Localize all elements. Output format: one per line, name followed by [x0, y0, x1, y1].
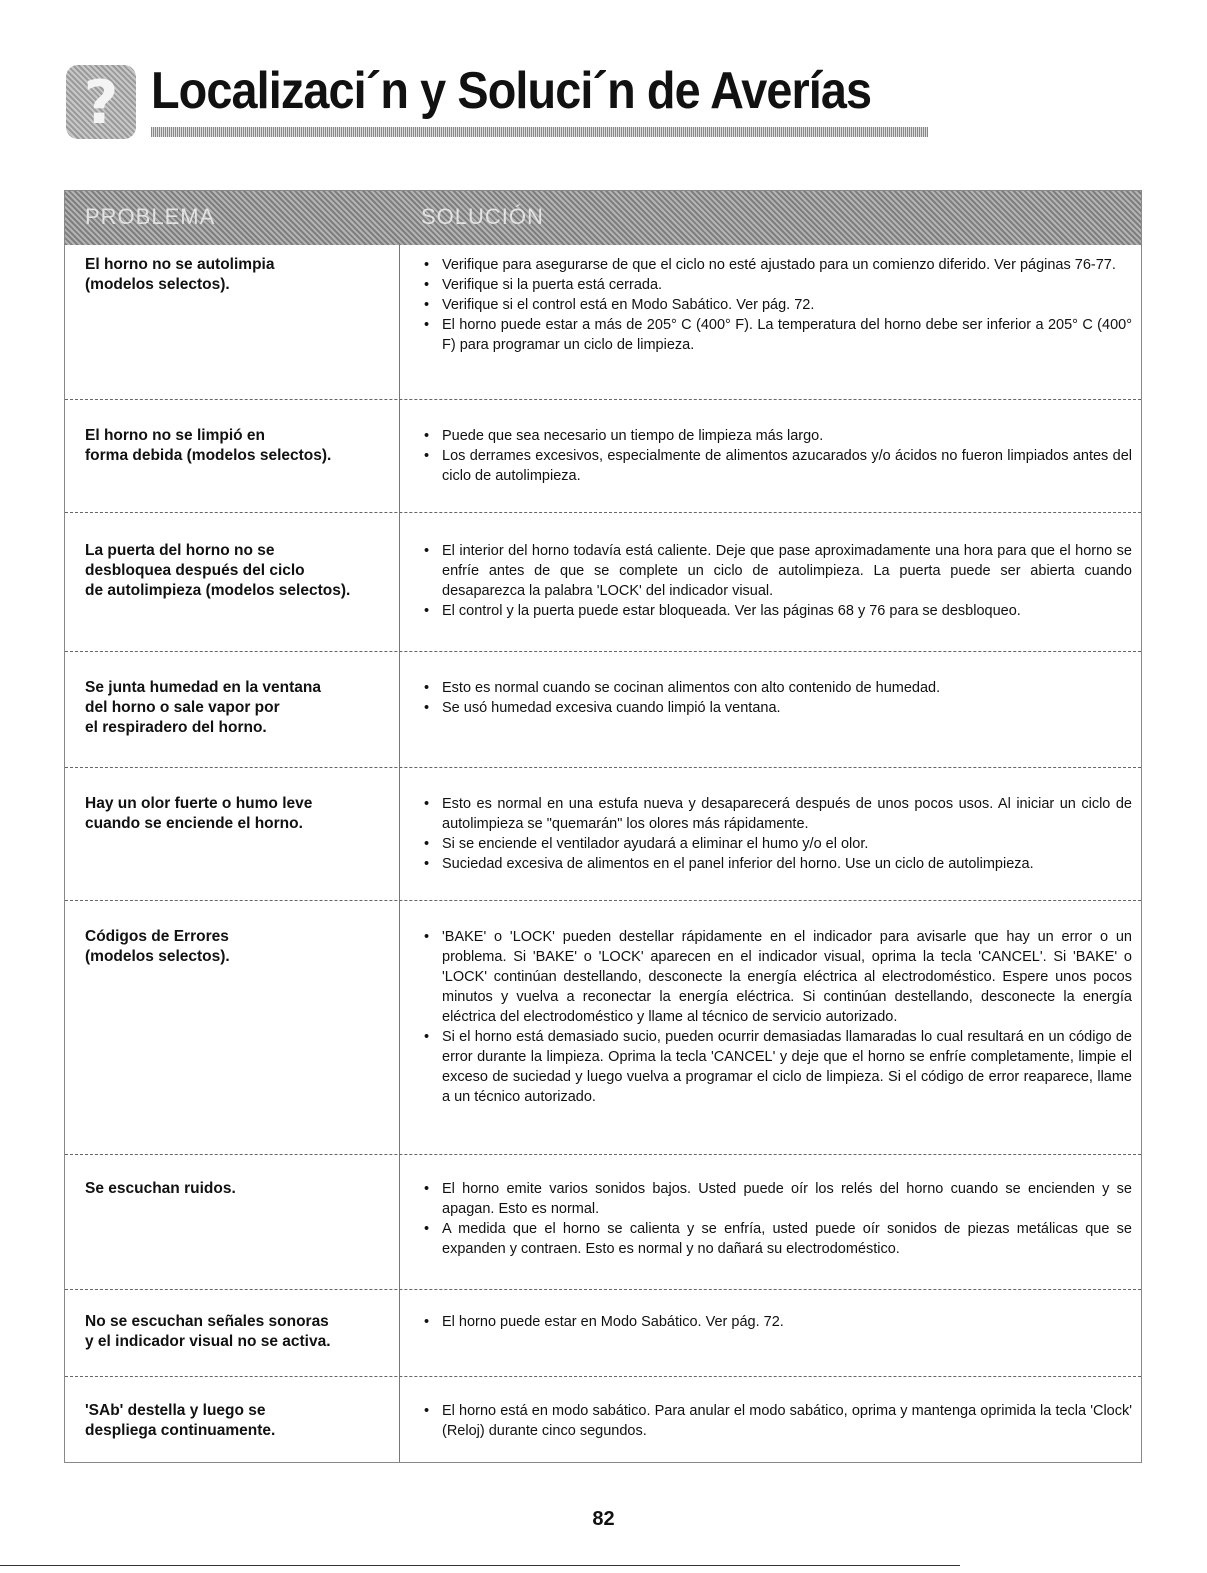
- solution-cell: [420, 255, 1132, 355]
- solution-cell: [420, 1312, 1132, 1332]
- solution-item: • Esto es normal cuando se cocinan alimentos con alto contenido de humedad.: [420, 678, 1132, 698]
- solution-cell: [420, 794, 1132, 874]
- table-row: [65, 768, 1141, 901]
- solution-item: • Si se enciende el ventilador ayudará a eliminar el humo y/o el olor.: [420, 834, 1132, 854]
- problem-cell: El horno no se limpió en forma debida (modelos selectos).: [85, 427, 332, 464]
- solution-cell: [420, 927, 1132, 1107]
- table-row: [65, 901, 1141, 1155]
- solution-item: • Se usó humedad excesiva cuando limpió la ventana.: [420, 698, 1132, 718]
- problem-cell: El horno no se autolimpia (modelos selectos).: [85, 256, 275, 293]
- solution-item: • Esto es normal en una estufa nueva y desaparecerá después de unos pocos usos. Al iniciar un ciclo de autolimpieza se "quemarán" los olores más rápidamente.: [420, 794, 1132, 834]
- table-header: [65, 191, 1141, 245]
- svg-text:?: ?: [83, 68, 119, 138]
- table-row: [65, 652, 1141, 768]
- table-row: [65, 400, 1141, 513]
- table-row: [65, 1290, 1141, 1377]
- solution-item: • Los derrames excesivos, especialmente de alimentos azucarados y/o ácidos no fueron limpiados antes del ciclo de autolimpieza.: [420, 446, 1132, 486]
- troubleshooting-table: [64, 190, 1142, 1463]
- question-mark-icon: [66, 65, 136, 139]
- column-header-problem: PROBLEMA: [85, 204, 216, 229]
- table-row: [65, 245, 1141, 400]
- table-row: [65, 1155, 1141, 1290]
- solution-item: • El horno puede estar en Modo Sabático. Ver pág. 72.: [420, 1312, 1132, 1332]
- solution-item: • El control y la puerta puede estar bloqueada. Ver las páginas 68 y 76 para se desbloqueo.: [420, 601, 1132, 621]
- solution-item: • El horno emite varios sonidos bajos. Usted puede oír los relés del horno cuando se encienden y se apagan. Esto es normal.: [420, 1179, 1132, 1219]
- problem-cell: Se escuchan ruidos.: [85, 1180, 236, 1197]
- problem-cell: No se escuchan señales sonoras y el indicador visual no se activa.: [85, 1313, 331, 1350]
- footer-rule: [0, 1565, 960, 1566]
- solution-cell: [420, 541, 1132, 621]
- solution-item: • Verifique para asegurarse de que el ciclo no esté ajustado para un comienzo diferido. Ver páginas 76-77.: [420, 255, 1132, 275]
- page-title: Localizaci´n y Soluci´n de Averías: [151, 62, 872, 120]
- table-row: [65, 513, 1141, 652]
- title-underline: [151, 127, 928, 137]
- solution-item: • Verifique si la puerta está cerrada.: [420, 275, 1132, 295]
- solution-item: • El horno puede estar a más de 205° C (400° F). La temperatura del horno debe ser inferior a 205° C (400° F) para programar un ciclo de limpieza.: [420, 315, 1132, 355]
- problem-cell: La puerta del horno no se desbloquea después del ciclo de autolimpieza (modelos selectos).: [85, 542, 351, 599]
- problem-cell: Hay un olor fuerte o humo leve cuando se enciende el horno.: [85, 795, 313, 832]
- solution-cell: [420, 1401, 1132, 1441]
- solution-cell: [420, 678, 1132, 718]
- column-header-solution: SOLUCIÓN: [421, 204, 544, 229]
- solution-item: • Puede que sea necesario un tiempo de limpieza más largo.: [420, 426, 1132, 446]
- solution-cell: [420, 426, 1132, 486]
- solution-item: • Verifique si el control está en Modo Sabático. Ver pág. 72.: [420, 295, 1132, 315]
- solution-item: • El horno está en modo sabático. Para anular el modo sabático, oprima y mantenga oprimida la tecla 'Clock' (Reloj) durante cinco segundos.: [420, 1401, 1132, 1441]
- solution-item: • El interior del horno todavía está caliente. Deje que pase aproximadamente una hora para que el horno se enfríe antes de que se complete un ciclo de autolimpieza. La puerta puede ser abierta cuando desaparezca la palabra 'LOCK' del indicador visual.: [420, 541, 1132, 601]
- page-header: [66, 55, 872, 150]
- solution-item: • Si el horno está demasiado sucio, pueden ocurrir demasiadas llamaradas lo cual resultará en un código de error durante la limpieza. Oprima la tecla 'CANCEL' y deje que el horno se enfríe completamente, limpie el exceso de suciedad y luego vuelva a programar el ciclo de limpieza. Si el código de error reaparece, llame a un técnico autorizado.: [420, 1027, 1132, 1107]
- problem-cell: Códigos de Errores (modelos selectos).: [85, 928, 230, 965]
- table-row: [65, 1377, 1141, 1463]
- problem-cell: Se junta humedad en la ventana del horno o sale vapor por el respiradero del horno.: [85, 679, 322, 736]
- problem-cell: 'SAb' destella y luego se despliega continuamente.: [85, 1402, 276, 1439]
- solution-item: • A medida que el horno se calienta y se enfría, usted puede oír sonidos de piezas metálicas que se expanden y contraen. Esto es normal y no dañará su electrodoméstico.: [420, 1219, 1132, 1259]
- solution-cell: [420, 1179, 1132, 1259]
- page-number: 82: [592, 1508, 615, 1530]
- solution-item: • Suciedad excesiva de alimentos en el panel inferior del horno. Use un ciclo de autolimpieza.: [420, 854, 1132, 874]
- solution-item: • 'BAKE' o 'LOCK' pueden destellar rápidamente en el indicador para avisarle que hay un error o un problema. Si 'BAKE' o 'LOCK' aparecen en el indicador visual, oprima la tecla 'CANCEL'. Si 'BAKE' o 'LOCK' continúan destellando, desconecte la energía eléctrica al electrodoméstico. Espere unos pocos minutos y vuelva a reconectar la energía eléctrica. Si continúan destellando, desconecte la energía eléctrica del electrodoméstico y llame al técnico de servicio autorizado.: [420, 927, 1132, 1027]
